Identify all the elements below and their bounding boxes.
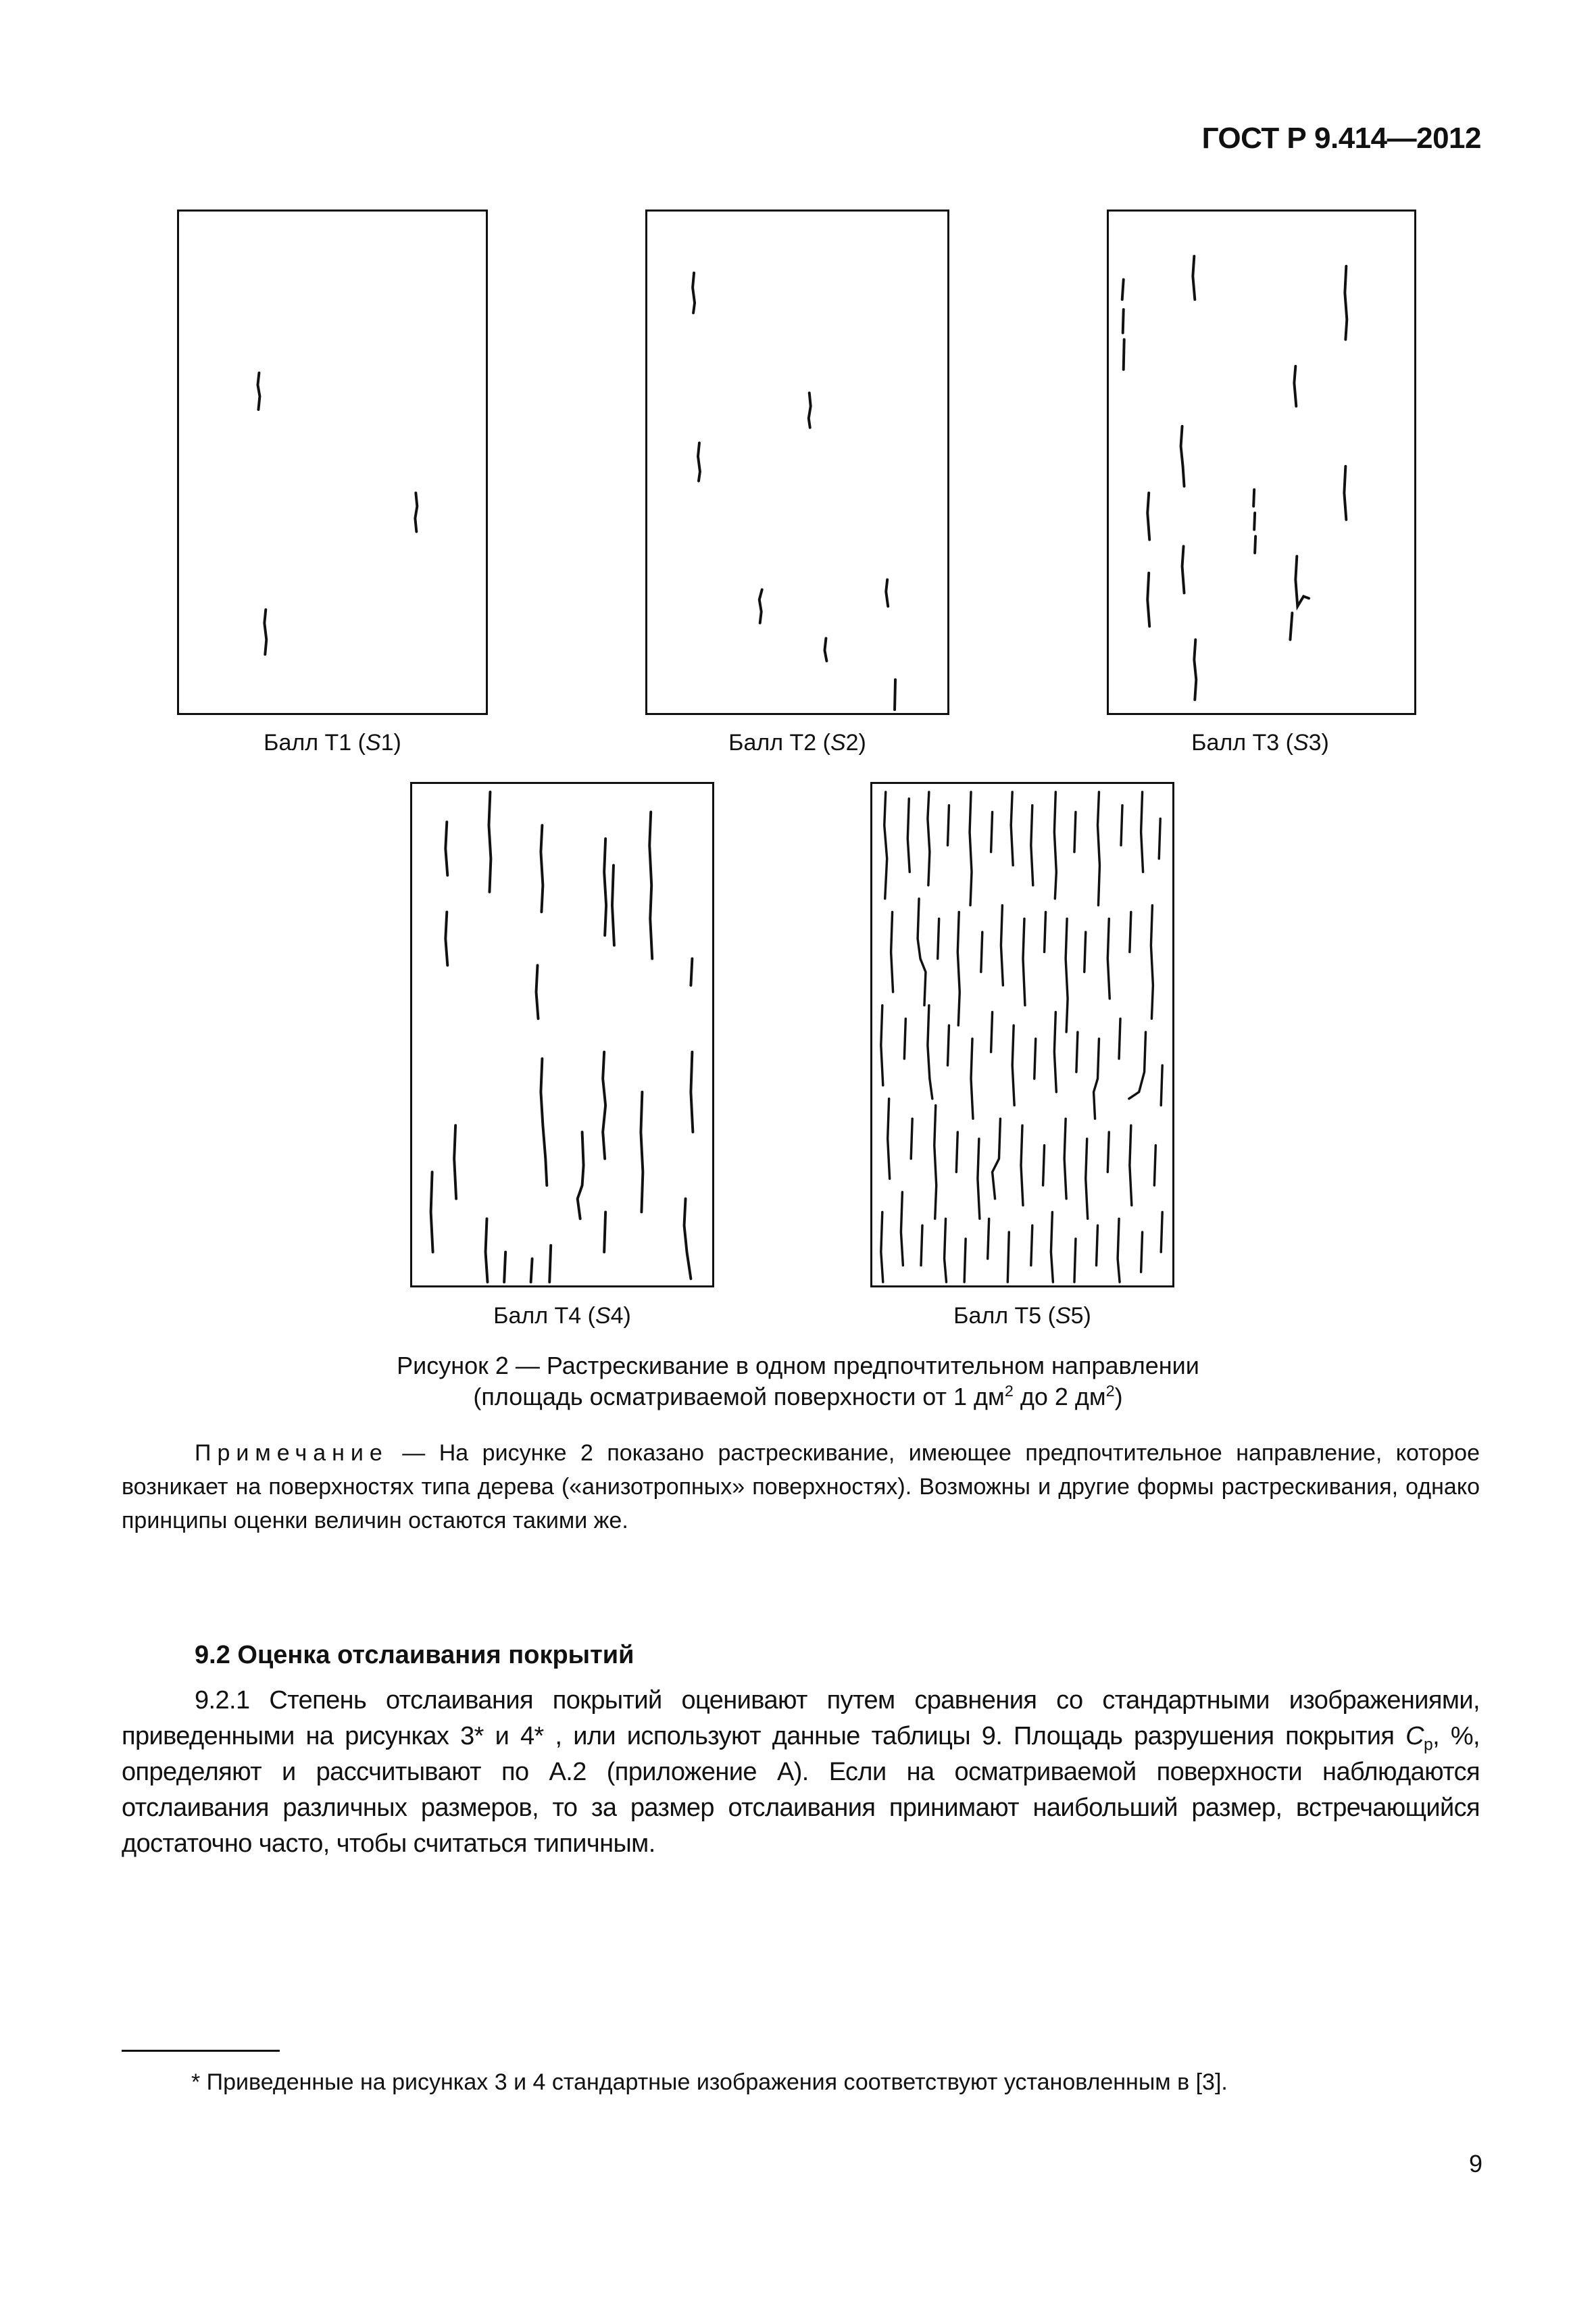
crack-panel-t2: [645, 210, 949, 715]
panel-label-t2: Балл Т2 (S2): [728, 730, 866, 756]
footnote: * Приведенные на рисунках 3 и 4 стандартные изображения соответствуют установленным в [3].: [191, 2069, 1228, 2095]
panel-label-t5: Балл Т5 (S5): [953, 1303, 1091, 1329]
crack-pattern-t1: [179, 212, 486, 713]
section-title: 9.2 Оценка отслаивания покрытий: [195, 1641, 634, 1669]
figure-caption-line2: (площадь осматриваемой поверхности от 1 $дм^2$ до 2 $дм^2$): [473, 1382, 1123, 1410]
figure-caption-line1: Рисунок 2 — Растрескивание в одном предпочтительном направлении: [397, 1352, 1199, 1379]
crack-pattern-t2: [647, 212, 947, 713]
crack-panel-t5: [870, 782, 1174, 1287]
footnote-divider: [122, 2050, 280, 2052]
section-paragraph: 9.2.1 Степень отслаивания покрытий оценивают путем сравнения со стандартными изображениями, приведенными на рисунках 3* и 4* , или используют данные таблицы 9. Площадь разрушения покрытия $C_p$, %, определяют и рассчитывают по А.2 (приложение А). Если на осматриваемой поверхности наблюдаются отслаивания различных размеров, то за размер отслаивания принимают наибольший размер, встречающийся достаточно часто, чтобы считаться типичным.: [122, 1686, 1480, 1858]
crack-pattern-t3: [1109, 212, 1414, 713]
note-label: Примечание: [195, 1440, 389, 1466]
document-code: ГОСТ Р 9.414—2012: [1201, 122, 1481, 155]
figure-note: Примечание — На рисунке 2 показано растрескивание, имеющее предпочтительное направление, которое возникает на поверхностях типа дерева («анизотропных» поверхностях). Возможны и другие формы растрескивания, однако принципы оценки величин остаются такими же.: [122, 1440, 1480, 1533]
crack-panel-t1: [177, 210, 488, 715]
note-text: На рисунке 2 показано растрескивание, имеющее предпочтительное направление, которое возникает на поверхностях типа дерева («анизотропных» поверхностях). Возможны и другие формы растрескивания, однако принципы оценки величин остаются такими же.: [122, 1440, 1480, 1533]
page-number: 9: [1468, 2150, 1482, 2177]
crack-pattern-t4: [412, 784, 712, 1285]
panel-label-t4: Балл Т4 (S4): [493, 1303, 631, 1329]
crack-panel-t4: [410, 782, 714, 1287]
panel-label-t3: Балл Т3 (S3): [1191, 730, 1329, 756]
panel-label-t1: Балл Т1 (S1): [264, 730, 401, 756]
crack-pattern-t5: [872, 784, 1172, 1285]
crack-panel-t3: [1107, 210, 1416, 715]
